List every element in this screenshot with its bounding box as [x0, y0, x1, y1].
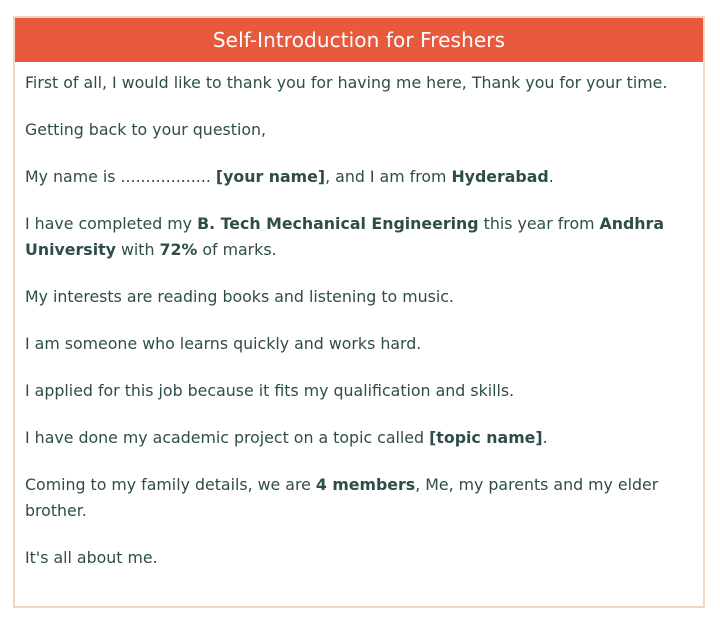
paragraph-learner: I am someone who learns quickly and works hard.: [25, 334, 422, 353]
family-members-count: 4 members: [315, 475, 416, 494]
paragraph-project: [25, 425, 693, 451]
self-introduction-card: [13, 16, 705, 608]
project-intro-text: I have done my academic project on a topic called: [25, 428, 430, 447]
university-name: Andhra University: [25, 214, 665, 259]
family-intro-text: Coming to my family details, we are: [25, 475, 316, 494]
project-end-text: .: [542, 428, 548, 447]
education-intro-text: I have completed my: [25, 214, 198, 233]
paragraph-closing: It's all about me.: [25, 548, 158, 567]
card-header: [15, 18, 703, 62]
degree-name: B. Tech Mechanical Engineering: [197, 214, 479, 233]
name-mid-text: , and I am from: [325, 167, 452, 186]
name-placeholder: [your name]: [215, 167, 326, 186]
paragraph-interests: My interests are reading books and listening to music.: [25, 287, 454, 306]
marks-value: 72%: [159, 240, 198, 259]
card-body: [15, 62, 703, 571]
paragraph-name: [25, 164, 693, 190]
paragraph-education: [25, 211, 693, 263]
topic-placeholder: [topic name]: [429, 428, 543, 447]
paragraph-getting-back: Getting back to your question,: [25, 120, 267, 139]
education-mid-text-1: this year from: [478, 214, 600, 233]
card-title: Self-Introduction for Freshers: [212, 28, 506, 52]
name-intro-text: My name is ..................: [25, 167, 216, 186]
paragraph-family: [25, 472, 693, 524]
family-end-text: , Me, my parents and my elder brother.: [25, 475, 659, 520]
education-end-text: of marks.: [197, 240, 277, 259]
city-name: Hyderabad: [451, 167, 549, 186]
paragraph-applied: I applied for this job because it fits my qualification and skills.: [25, 381, 515, 400]
paragraph-thanks: First of all, I would like to thank you for having me here, Thank you for your time.: [25, 73, 668, 92]
education-mid-text-2: with: [115, 240, 160, 259]
name-end-text: .: [548, 167, 554, 186]
